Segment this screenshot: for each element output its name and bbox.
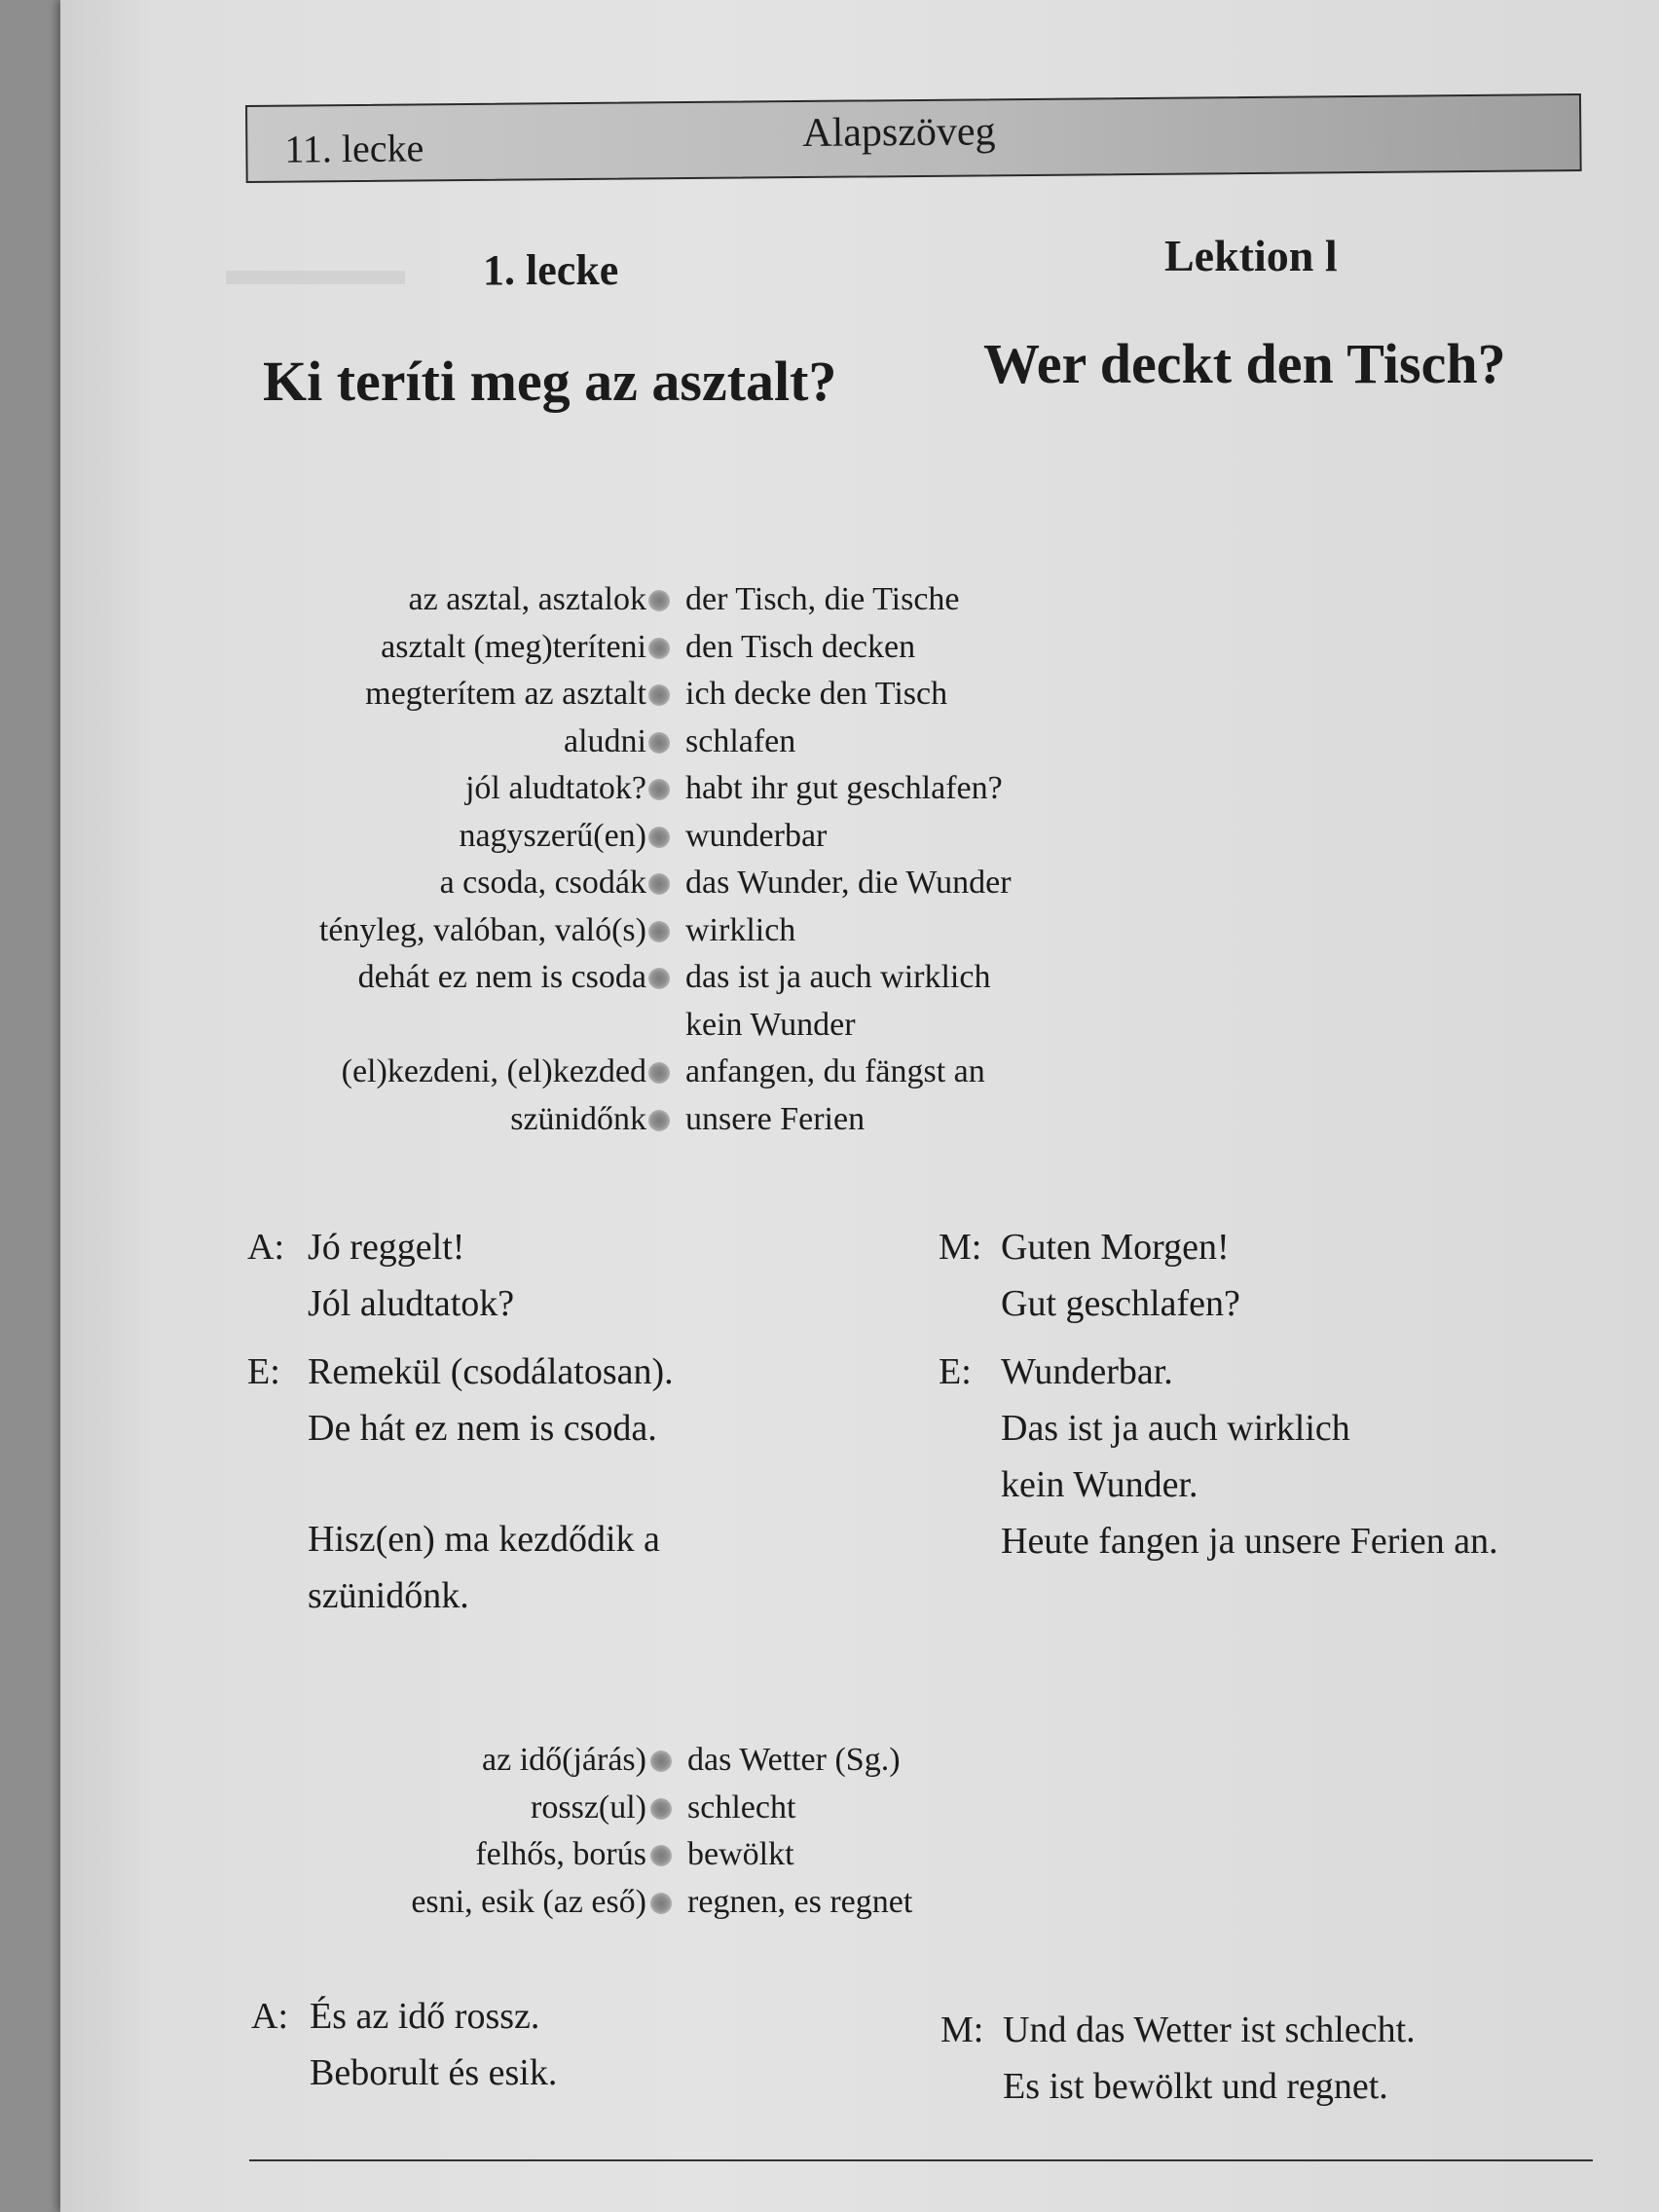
vocabulary-list-1 [60,576,1131,1143]
vocab-hungarian: megterítem az asztalt [365,676,646,712]
vocab-hungarian: jól aludtatok? [464,770,646,806]
dialog-line: kein Wunder. [1001,1464,1198,1505]
bullet-icon [648,1110,670,1131]
vocab-german: der Tisch, die Tische [685,581,960,617]
header-section: Alapszöveg [802,109,996,157]
dialog-line: Guten Morgen! [1001,1227,1230,1268]
bullet-icon [650,1845,672,1866]
vocab-hungarian: asztalt (meg)teríteni [381,628,646,665]
header-lesson: 11. lecke [284,126,424,171]
dialog-line: Gut geschlafen? [1001,1283,1240,1324]
dialog-line: Das ist ja auch wirklich [1001,1408,1350,1449]
vocab-german: das Wunder, die Wunder [685,865,1012,901]
vocab-hungarian: dehát ez nem is csoda [357,959,646,995]
dialog-line: szünidőnk. [308,1575,469,1616]
bullet-icon [650,1893,672,1914]
de-title: Wer deckt den Tisch? [983,332,1506,395]
dialog-line: De hát ez nem is csoda. [308,1408,657,1449]
hu-lesson-heading: 1. lecke [483,246,619,294]
vocab-german: regnen, es regnet [687,1883,913,1920]
bullet-icon [648,921,670,942]
show-through-text: ▬▬▬▬ [226,244,405,294]
vocab-row [60,860,1131,907]
speaker-label: E: [247,1351,280,1392]
vocab-german: habt ihr gut geschlafen? [685,770,1003,806]
vocab-row [60,1831,1131,1879]
bullet-icon [648,827,670,848]
vocab-row [60,576,1131,624]
vocab-hungarian: tényleg, valóban, való(s) [318,911,646,948]
dialog-line: Hisz(en) ma kezdődik a [308,1519,660,1560]
vocab-hungarian: a csoda, csodák [439,865,646,901]
vocab-row [60,1049,1131,1096]
bullet-icon [650,1798,672,1820]
speaker-label: M: [939,1227,982,1268]
vocab-german: den Tisch decken [685,628,916,665]
vocab-hungarian: az asztal, asztalok [408,581,646,617]
dialog-line: Heute fangen ja unsere Ferien an. [1001,1521,1498,1562]
vocab-hungarian: rossz(ul) [531,1788,646,1825]
speaker-label: E: [939,1351,972,1392]
vocab-german: unsere Ferien [685,1100,866,1137]
vocab-row [60,1002,1131,1050]
vocab-german: wirklich [685,911,796,948]
vocab-hungarian: (el)kezdeni, (el)kezded [341,1053,646,1089]
vocab-row [60,813,1131,861]
vocabulary-list-2 [60,1737,1131,1926]
dialog-line: Wunderbar. [1001,1351,1173,1392]
vocab-hungarian: szünidőnk [510,1100,646,1137]
bullet-icon [648,590,670,611]
vocab-german: ich decke den Tisch [685,676,948,712]
header-bar [245,93,1582,183]
vocab-german: schlafen [685,722,796,759]
vocab-german: anfangen, du fängst an [685,1053,985,1089]
dialog-line: És az idő rossz. [310,1996,540,2037]
bullet-icon [648,968,670,989]
dialog-line: Und das Wetter ist schlecht. [1003,2009,1416,2050]
vocab-row [60,954,1131,1002]
dialog-line: Beborult és esik. [310,2052,558,2093]
book-page [60,0,1659,2212]
vocab-row [60,1096,1131,1144]
vocab-row [60,719,1131,766]
vocab-hungarian: aludni [564,722,646,759]
bullet-icon [648,684,670,706]
bullet-icon [650,1751,672,1772]
bullet-icon [648,1062,670,1084]
bullet-icon [648,873,670,895]
dialog-line: Remekül (csodálatosan). [308,1351,674,1392]
speaker-label: M: [940,2009,984,2050]
vocab-row [60,1879,1131,1927]
vocab-row [60,624,1131,672]
speaker-label: A: [251,1996,288,2037]
vocab-german: kein Wunder [685,1006,856,1043]
vocab-row [60,1737,1131,1785]
vocab-german: schlecht [687,1788,796,1825]
vocab-row [60,1785,1131,1832]
vocab-row [60,671,1131,719]
dialog-line: Es ist bewölkt und regnet. [1003,2066,1388,2107]
dialog-line: Jól aludtatok? [308,1283,515,1324]
vocab-row [60,907,1131,955]
bullet-icon [648,638,670,659]
bullet-icon [648,732,670,754]
vocab-german: das ist ja auch wirklich [685,959,991,995]
vocab-german: wunderbar [685,817,828,854]
vocab-german: bewölkt [687,1836,794,1872]
vocab-hungarian: esni, esik (az eső) [411,1883,646,1920]
vocab-row [60,765,1131,813]
footer-rule [249,2159,1593,2161]
vocab-german: das Wetter (Sg.) [687,1742,901,1778]
bullet-icon [648,779,670,800]
speaker-label: A: [247,1227,284,1268]
dialog-line: Jó reggelt! [308,1227,465,1268]
vocab-hungarian: az idő(járás) [482,1742,646,1778]
vocab-hungarian: nagyszerű(en) [459,817,646,854]
hu-title: Ki teríti meg az asztalt? [263,350,837,413]
vocab-hungarian: felhős, borús [475,1836,646,1872]
de-lesson-heading: Lektion l [1164,231,1338,280]
